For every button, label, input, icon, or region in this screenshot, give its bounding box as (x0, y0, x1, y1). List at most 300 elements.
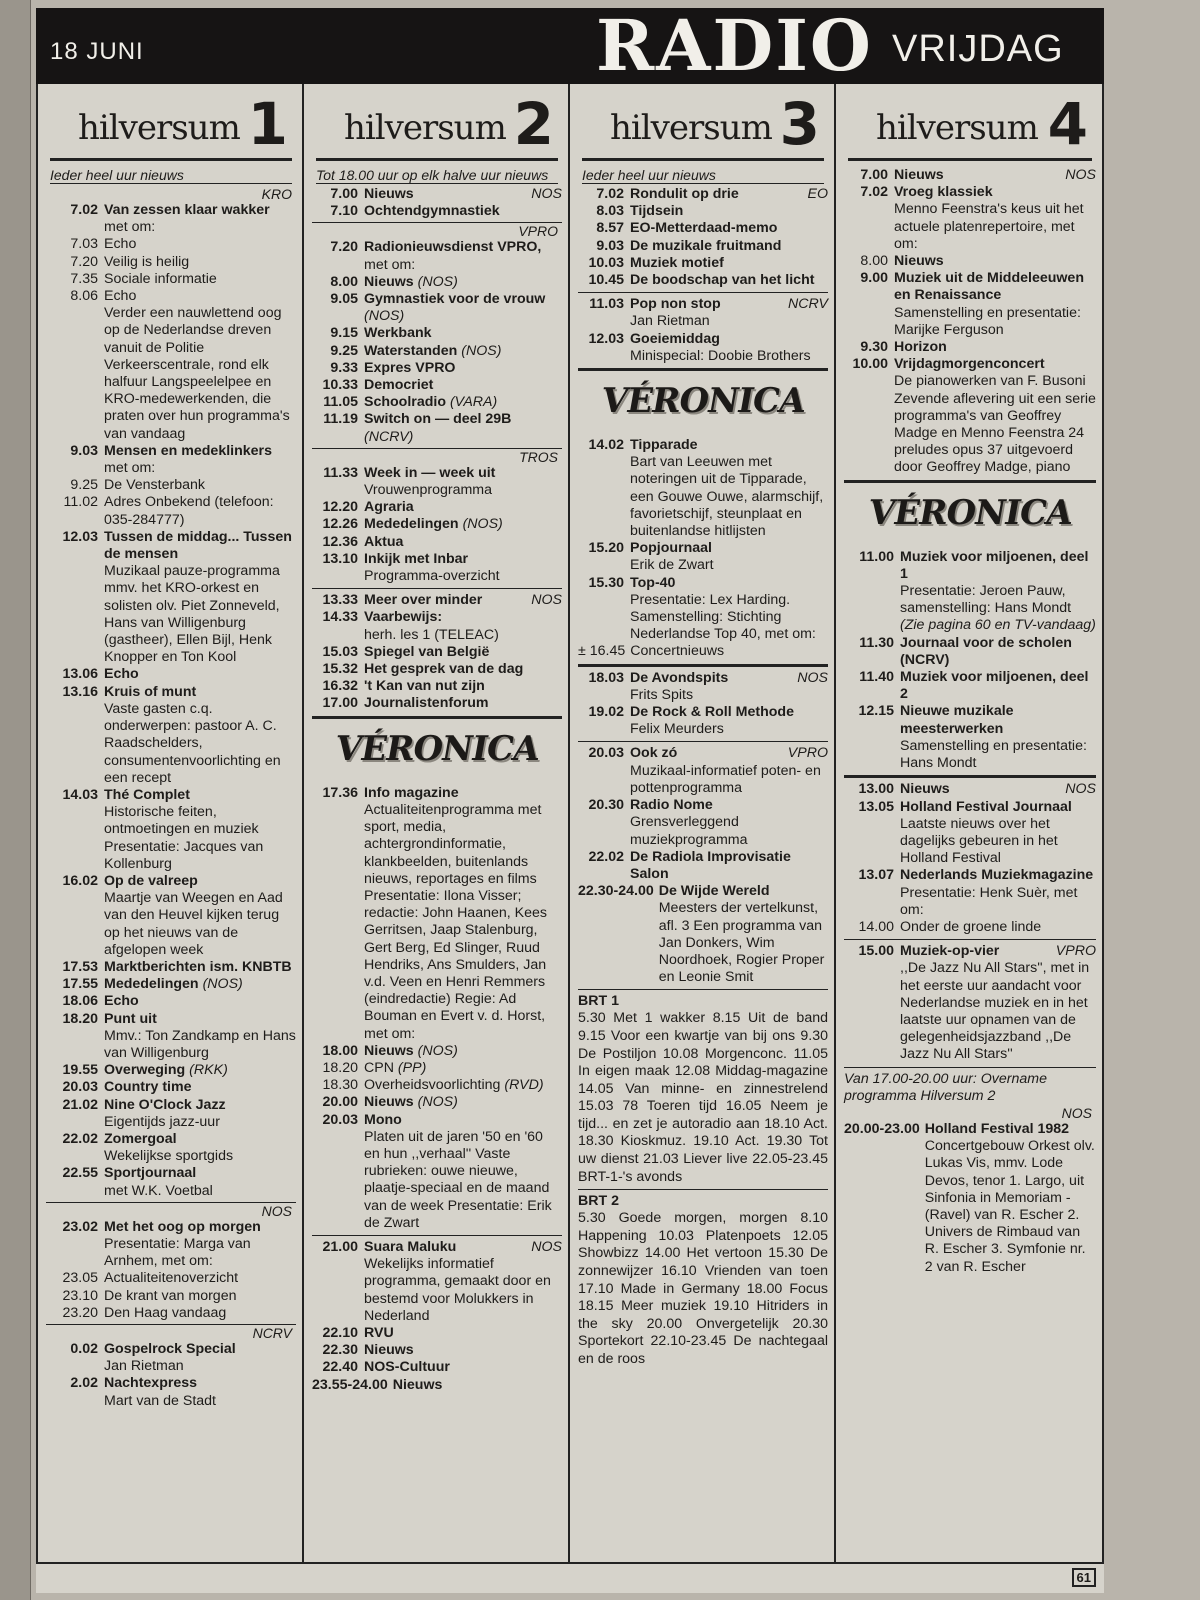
program-time: 12.20 (322, 499, 358, 516)
program-title: Waterstanden (364, 342, 458, 359)
brt-heading: BRT 2 (578, 1193, 619, 1210)
program-title: Radio Nome (630, 797, 713, 814)
program-time: 22.55 (62, 1165, 98, 1182)
program-headline (900, 635, 1072, 668)
station-name: hilversum (78, 108, 240, 148)
program-title-wrap (104, 1341, 236, 1357)
program-title: Sociale informatie (104, 270, 217, 287)
program-title: Pop non stop (630, 296, 721, 313)
program-title-wrap (104, 1288, 236, 1304)
program-title: Het gesprek van de dag (364, 661, 524, 678)
program-title-wrap (900, 635, 1072, 668)
program-title-wrap (104, 529, 292, 562)
program-title: Overweging (104, 1062, 186, 1079)
program-title-wrap (104, 976, 243, 992)
station-number: 3 (779, 90, 820, 158)
program-headline (104, 1219, 261, 1235)
program-headline (364, 609, 442, 625)
program-title-wrap (104, 443, 272, 459)
program-entry (46, 993, 296, 1010)
program-entry (312, 678, 562, 695)
program-title: Info magazine (364, 784, 459, 801)
program-body (364, 1077, 562, 1094)
masthead-title: RADIO (596, 4, 873, 87)
program-time: 18.20 (62, 1010, 98, 1027)
program-entry (46, 271, 296, 288)
program-headline (630, 797, 713, 813)
program-title-wrap (364, 343, 501, 359)
program-entry (46, 1270, 296, 1287)
program-headline (104, 288, 136, 304)
program-headline (364, 1342, 414, 1358)
program-title-wrap (900, 781, 950, 798)
program-description: ,,De Jazz Nu All Stars'', met in het eerste uur aandacht voor Nederlandse muziek en in het laatste uur opnamen van de gelegenheidsjazzband ,,De Jazz Nu All Stars'' (900, 960, 1090, 1063)
program-time: 17.53 (62, 958, 98, 975)
program-time: 18.06 (62, 993, 98, 1010)
section-rule (578, 741, 828, 742)
program-time: 9.03 (70, 442, 98, 459)
program-title-wrap (104, 873, 198, 889)
program-body (925, 1121, 1096, 1276)
program-body (364, 360, 562, 377)
program-body (104, 666, 296, 683)
program-entry (844, 184, 1096, 253)
program-body (104, 1079, 296, 1096)
program-entry (46, 1097, 296, 1131)
program-title: Muziek motief (630, 254, 724, 271)
program-headline (364, 291, 545, 324)
program-title-wrap (364, 186, 414, 203)
program-headline (630, 186, 828, 203)
program-title-wrap (900, 549, 1088, 582)
program-description: Jan Rietman (104, 1358, 184, 1375)
program-description: Grensverleggend muziekprogramma (630, 814, 748, 848)
program-time: 13.16 (62, 683, 98, 700)
program-description: Eigentijds jazz-uur (104, 1113, 220, 1130)
program-body (364, 1342, 562, 1359)
program-headline (104, 1305, 226, 1321)
program-time: 13.06 (62, 666, 98, 683)
program-headline (630, 203, 683, 219)
program-entry (578, 540, 828, 574)
program-entry (46, 477, 296, 494)
program-time: 9.33 (330, 359, 358, 376)
program-title: Echo (104, 993, 139, 1010)
program-title: De muzikale fruitmand (630, 237, 782, 254)
program-body (630, 849, 828, 883)
program-title-wrap (364, 1359, 450, 1375)
program-entry (312, 1043, 562, 1060)
program-title-wrap (364, 394, 497, 410)
program-entry (844, 549, 1096, 635)
program-description: Meesters der vertelkunst, afl. 3 Een programma van Jan Donkers, Wim Noordhoek, Rogier Proper en Leonie Smit (658, 900, 825, 986)
program-body (393, 1377, 562, 1394)
program-entry (844, 799, 1096, 868)
program-body (894, 356, 1096, 476)
program-entry (46, 787, 296, 873)
section-divider (844, 775, 1096, 778)
program-headline (630, 745, 828, 762)
broadcaster-label: NOS (1061, 1104, 1092, 1121)
program-headline (630, 670, 828, 687)
program-entry (46, 254, 296, 271)
program-title: Tipparade (630, 437, 698, 454)
program-time: 15.30 (588, 574, 624, 591)
program-title-wrap (104, 1062, 228, 1078)
program-broadcaster: NOS (531, 1238, 562, 1255)
program-description: Samenstelling en presentatie: Marijke Ferguson (894, 304, 1081, 338)
program-time: 10.33 (322, 377, 358, 394)
program-headline (630, 575, 675, 591)
program-time: 12.15 (858, 703, 894, 720)
program-title: De Vensterbank (104, 477, 205, 494)
program-headline (364, 274, 458, 290)
program-body (630, 437, 828, 540)
program-description: Wekelijks informatief programma, gemaakt door en bestemd voor Molukkers in Nederland (364, 1256, 551, 1324)
program-title: Journaal voor de scholen (NCRV) (900, 634, 1072, 668)
station-name: hilversum (344, 108, 506, 148)
program-title-wrap (364, 592, 482, 609)
program-title: Muziek uit de Middeleeuwen en Renaissance (894, 270, 1084, 304)
program-title: De Avondspits (630, 669, 729, 686)
section-rule (578, 989, 828, 990)
program-description: Jan Rietman (630, 313, 710, 330)
program-time: 22.40 (322, 1359, 358, 1376)
program-title: Adres Onbekend (telefoon: 035-284777) (104, 494, 274, 528)
program-time: 11.40 (859, 669, 894, 686)
program-description: Presentatie: Jeroen Pauw, samenstelling: Hans Mondt (900, 583, 1072, 617)
veronica-logo-text: VÉRONICA (598, 381, 808, 422)
program-time: 7.03 (70, 236, 98, 253)
column-hilversum-4 (834, 84, 1104, 1562)
program-headline (630, 255, 724, 271)
program-title: Nieuws (364, 1094, 414, 1111)
program-title: De Radiola Improvisatie Salon (630, 848, 791, 882)
program-body (104, 1011, 296, 1063)
program-entry (844, 867, 1096, 919)
program-headline (630, 331, 720, 347)
program-body (364, 274, 562, 291)
program-title: Holland Festival 1982 (924, 1120, 1070, 1137)
bottom-rule (36, 1562, 1104, 1564)
program-entry (578, 220, 828, 237)
program-title-wrap (900, 943, 999, 960)
program-title-wrap (894, 184, 993, 200)
program-headline (894, 167, 1096, 184)
program-title: Suara Maluku (364, 1238, 457, 1255)
station-number: 2 (513, 90, 554, 158)
program-time: 11.19 (323, 411, 358, 428)
program-title-wrap (630, 704, 794, 720)
program-headline (364, 785, 459, 801)
program-headline (364, 1077, 544, 1093)
program-time: 16.02 (62, 872, 98, 889)
program-headline (900, 943, 1096, 960)
program-title: Nine O'Clock Jazz (104, 1096, 226, 1113)
program-entry (46, 202, 296, 236)
program-time: 19.55 (62, 1062, 98, 1079)
station-name: hilversum (876, 108, 1038, 148)
program-time: 7.02 (70, 202, 98, 218)
program-headline (630, 220, 777, 236)
program-description: Concertgebouw Orkest olv. Lukas Vis, mmv. Lode Devos, tenor 1. Largo, uit Sinfonia in Memoriam - (Ravel) van R. Escher 2. Univers de Rimbaud van R. Escher 3. Symfonie nr. 2 van R. Escher (924, 1138, 1095, 1275)
program-entry (312, 203, 562, 220)
program-body (364, 678, 562, 695)
program-body (630, 670, 828, 704)
program-broadcaster: (NOS) (364, 308, 405, 325)
program-headline (364, 1112, 402, 1128)
section-rule (578, 1189, 828, 1190)
program-time: 11.02 (63, 494, 98, 511)
program-entry (312, 377, 562, 394)
program-entry (46, 873, 296, 959)
program-entry (844, 270, 1096, 339)
program-entry (578, 797, 828, 849)
program-description: Felix Meurders (630, 721, 724, 738)
program-description: Menno Feenstra's keus uit het actuele platenrepertoire, met om: (894, 201, 1084, 252)
program-title-wrap (104, 666, 139, 682)
program-body (364, 785, 562, 1043)
program-title: Punt uit (104, 1010, 157, 1027)
program-body (104, 1375, 296, 1409)
veronica-logo (844, 487, 1096, 545)
program-body (104, 1305, 296, 1322)
program-title-wrap (364, 360, 455, 376)
program-body (630, 272, 828, 289)
program-title: Echo (104, 666, 139, 683)
program-title-wrap (894, 270, 1084, 303)
program-headline (104, 1079, 192, 1095)
program-headline (364, 377, 433, 393)
program-time: 11.30 (859, 634, 894, 651)
program-title-wrap (630, 331, 720, 347)
program-headline (364, 1359, 450, 1375)
program-time: 15.03 (322, 643, 358, 660)
program-time: 20.30 (588, 797, 624, 814)
program-entry (312, 411, 562, 445)
program-body (104, 271, 296, 288)
program-title: 't Kan van nut zijn (364, 678, 485, 695)
program-title-wrap (104, 1219, 261, 1235)
program-title: Meer over minder (364, 592, 483, 609)
program-body (104, 494, 296, 528)
program-time: 18.03 (588, 669, 624, 686)
program-title: Nieuws (364, 273, 414, 290)
program-description: Frits Spits (630, 686, 694, 703)
program-broadcaster: (NOS) (417, 273, 458, 290)
program-headline (630, 296, 828, 313)
program-title-wrap (364, 274, 458, 290)
program-entry (312, 1060, 562, 1077)
program-entry (312, 609, 562, 643)
program-title-wrap (900, 669, 1088, 702)
program-headline (393, 1377, 443, 1393)
program-time: 20.03 (588, 745, 624, 762)
program-time: 9.30 (860, 339, 888, 356)
program-entry (844, 1121, 1096, 1276)
program-title-wrap (104, 959, 292, 975)
program-body (900, 549, 1096, 635)
program-body (659, 883, 828, 986)
program-title-wrap (894, 339, 947, 355)
program-title: De boodschap van het licht (630, 272, 815, 289)
program-body (364, 291, 562, 325)
program-title: Vroeg klassiek (894, 184, 993, 201)
program-headline (104, 1288, 236, 1304)
program-title: Mensen en medeklinkers (104, 442, 272, 459)
program-description: Mmv.: Ton Zandkamp en Hans van Willigenburg (104, 1027, 296, 1061)
program-time: 7.20 (330, 239, 358, 256)
program-entry (578, 670, 828, 704)
program-title: Expres VPRO (364, 359, 456, 376)
program-headline (630, 238, 781, 254)
program-body (364, 1094, 562, 1111)
program-entry (46, 529, 296, 667)
program-description: Presentatie: Marga van Arnhem, met om: (104, 1235, 251, 1270)
program-time: 9.25 (70, 477, 98, 494)
program-entry (46, 1219, 296, 1271)
program-headline (104, 1062, 228, 1078)
station-header (50, 84, 292, 161)
program-title-wrap (630, 220, 777, 236)
program-body (104, 477, 296, 494)
program-body (364, 1359, 562, 1376)
program-time: 9.15 (330, 325, 358, 342)
veronica-logo-text: VÉRONICA (332, 728, 542, 769)
program-time: 2.02 (70, 1375, 98, 1392)
program-headline (364, 360, 455, 376)
program-time: 15.00 (858, 943, 894, 960)
program-broadcaster: (RKK) (189, 1062, 228, 1079)
program-body (630, 186, 828, 203)
section-divider (578, 368, 828, 371)
program-description: De pianowerken van F. Busoni Zevende aflevering uit een serie programma's van Geoffrey Madge en Menno Feenstra 24 preludes opus 37 uitgevoerd door Geoffrey Madge, piano (894, 373, 1096, 476)
program-title-wrap (630, 272, 814, 288)
program-body (630, 220, 828, 237)
broadcaster-label: KRO (261, 186, 292, 202)
brt-heading: BRT 1 (578, 993, 619, 1010)
program-title-wrap (393, 1377, 443, 1393)
program-body (364, 1239, 562, 1325)
program-body (364, 1043, 562, 1060)
program-entry (312, 1112, 562, 1232)
program-description: Vaste gasten c.q. onderwerpen: pastoor A. C. Raadschelders, consumentenvoorlichting en een recept (104, 700, 281, 786)
program-time: 22.30-24.00 (578, 883, 654, 900)
program-headline (364, 465, 495, 481)
program-title: Marktberichten ism. KNBTB (104, 958, 292, 975)
broadcaster-label: TROS (312, 448, 562, 465)
program-headline (364, 394, 497, 410)
program-time: 10.00 (852, 356, 888, 373)
program-title-wrap (630, 540, 712, 556)
program-headline (630, 540, 712, 556)
program-title: Spiegel van België (364, 643, 490, 660)
program-description: Bart van Leeuwen met noteringen uit de Tipparade, een Gouwe Ouwe, alarmschijf, favorietschijf, steunplaat en buitenlandse hitlijsten (630, 454, 824, 540)
program-entry (312, 360, 562, 377)
program-headline (104, 271, 217, 287)
program-time: 9.05 (330, 291, 358, 308)
program-body (104, 1219, 296, 1271)
program-headline (364, 551, 468, 567)
program-broadcaster: (VARA) (449, 394, 498, 411)
program-description: Muzikaal-informatief poten- en pottenprogramma (630, 762, 821, 796)
program-time: 8.06 (70, 288, 98, 305)
program-headline (364, 1239, 562, 1256)
program-title-wrap (364, 203, 500, 219)
program-description: Wekelijkse sportgids (104, 1148, 234, 1165)
program-body (104, 1165, 296, 1199)
program-title: Den Haag vandaag (104, 1304, 227, 1321)
program-body (630, 540, 828, 574)
program-headline (104, 1341, 236, 1357)
program-title-wrap (900, 867, 1093, 883)
program-entry (312, 1239, 562, 1325)
program-entry (844, 356, 1096, 476)
program-broadcaster: NOS (531, 186, 562, 202)
program-body (630, 575, 828, 644)
program-body (630, 797, 828, 849)
program-title-wrap (104, 1097, 226, 1113)
program-title: Vrijdagmorgenconcert (894, 356, 1045, 373)
program-title: Agraria (364, 499, 414, 516)
program-body (104, 288, 296, 443)
program-title: Echo (104, 288, 137, 305)
program-title-wrap (364, 1342, 414, 1358)
program-body (104, 236, 296, 253)
program-time: 15.32 (322, 661, 358, 678)
program-headline (630, 849, 791, 882)
program-entry (578, 296, 828, 330)
program-title-wrap (104, 1011, 157, 1027)
program-time: 12.26 (322, 516, 358, 533)
program-time: 22.30 (322, 1342, 358, 1359)
program-title-wrap (104, 236, 136, 252)
program-title-wrap (630, 575, 675, 591)
program-title: Democriet (364, 377, 434, 394)
program-title-wrap (104, 1079, 192, 1095)
program-time: 20.00 (322, 1094, 358, 1111)
program-body (900, 919, 1096, 936)
program-title-wrap (900, 799, 1072, 815)
broadcaster-label: NCRV (46, 1324, 296, 1341)
news-note: Ieder heel uur nieuws (50, 167, 292, 184)
program-headline (894, 356, 1045, 372)
program-entry (46, 1305, 296, 1322)
program-entry (844, 339, 1096, 356)
program-body (364, 516, 562, 533)
program-entry (312, 465, 562, 499)
program-entry (578, 331, 828, 365)
program-body (900, 669, 1096, 703)
program-body (364, 325, 562, 342)
program-entry (844, 669, 1096, 703)
program-entry (578, 272, 828, 289)
program-headline (104, 976, 243, 992)
program-broadcaster: (RVD) (504, 1077, 544, 1094)
program-time: 12.03 (62, 528, 98, 545)
program-headline (104, 787, 190, 803)
program-time: 7.20 (70, 253, 98, 270)
program-broadcaster: EO (807, 186, 828, 202)
program-time: 13.33 (322, 592, 358, 609)
program-entry (578, 745, 828, 797)
program-entry (312, 394, 562, 411)
program-entry (312, 1342, 562, 1359)
program-headline (104, 873, 198, 889)
program-title-wrap (630, 238, 781, 254)
program-broadcaster: VPRO (1055, 943, 1096, 960)
program-time: 10.45 (588, 272, 624, 289)
